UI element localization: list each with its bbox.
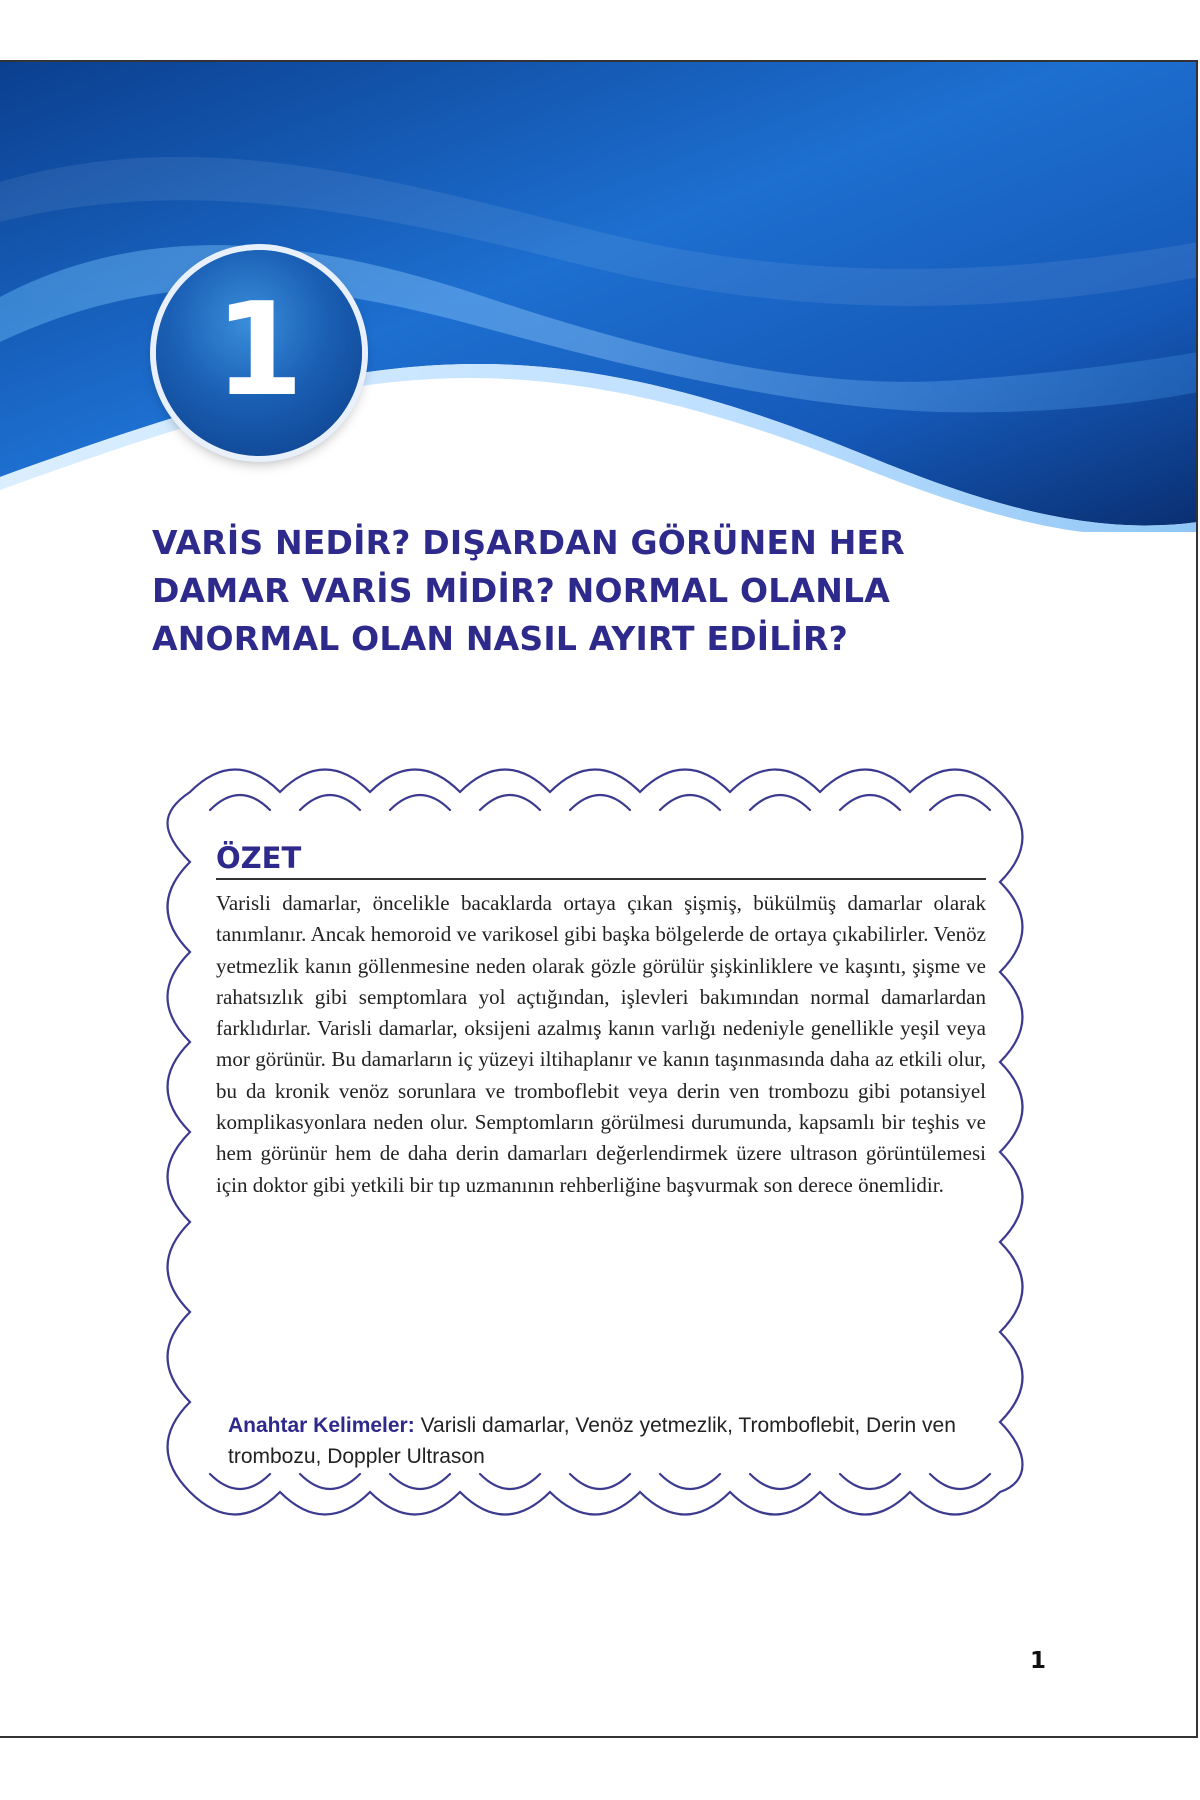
page-title: [152, 519, 1012, 663]
summary-body: Varisli damarlar, öncelikle bacaklarda ortaya çıkan şişmiş, bükülmüş damarlar olarak tanımlanır. Ancak hemoroid ve varikosel gibi başka bölgelerde de ortaya çıkabilirler. Venöz yetmezlik kanın göllenmesine neden olarak gözle görülür şişkinliklere ve kaşıntı, şişme ve rahatsızlık gibi semptomlara yol açtığından, işlevleri bakımından normal damarlardan farklıdırlar. Varisli damarlar, oksijeni azalmış kanın varlığı nedeniyle genellikle yeşil veya mor görünür. Bu damarların iç yüzeyi iltihaplanır ve kanın taşınmasında daha az etkili olur, bu da kronik venöz sorunlara ve tromboflebit veya derin ven trombozu gibi potansiyel komplikasyonlara neden olur. Semptomların görülmesi durumunda, kapsamlı bir teşhis ve hem görünür hem de daha derin damarları değerlendirmek üzere ultrason görüntülemesi için doktor gibi yetkili bir tıp uzmanının rehberliğine başvurmak son derece önemlidir.: [216, 891, 986, 1197]
title-line-1: VARİS NEDİR? DIŞARDAN GÖRÜNEN HER: [152, 523, 905, 562]
summary-heading: ÖZET: [216, 841, 302, 875]
keywords-text: Varisli damarlar, Venöz yetmezlik, Tromboflebit, Derin ven trombozu, Doppler Ultrason: [228, 1414, 956, 1468]
page-number: 1: [1030, 1648, 1047, 1674]
keywords-label: Anahtar Kelimeler:: [228, 1414, 415, 1437]
chapter-badge: [156, 250, 362, 456]
keywords: [228, 1410, 978, 1472]
chapter-number: 1: [214, 276, 304, 425]
summary-divider: [216, 878, 986, 880]
title-line-3: ANORMAL OLAN NASIL AYIRT EDİLİR?: [152, 619, 848, 658]
page: [0, 60, 1198, 1738]
title-line-2: DAMAR VARİS MİDİR? NORMAL OLANLA: [152, 571, 891, 610]
